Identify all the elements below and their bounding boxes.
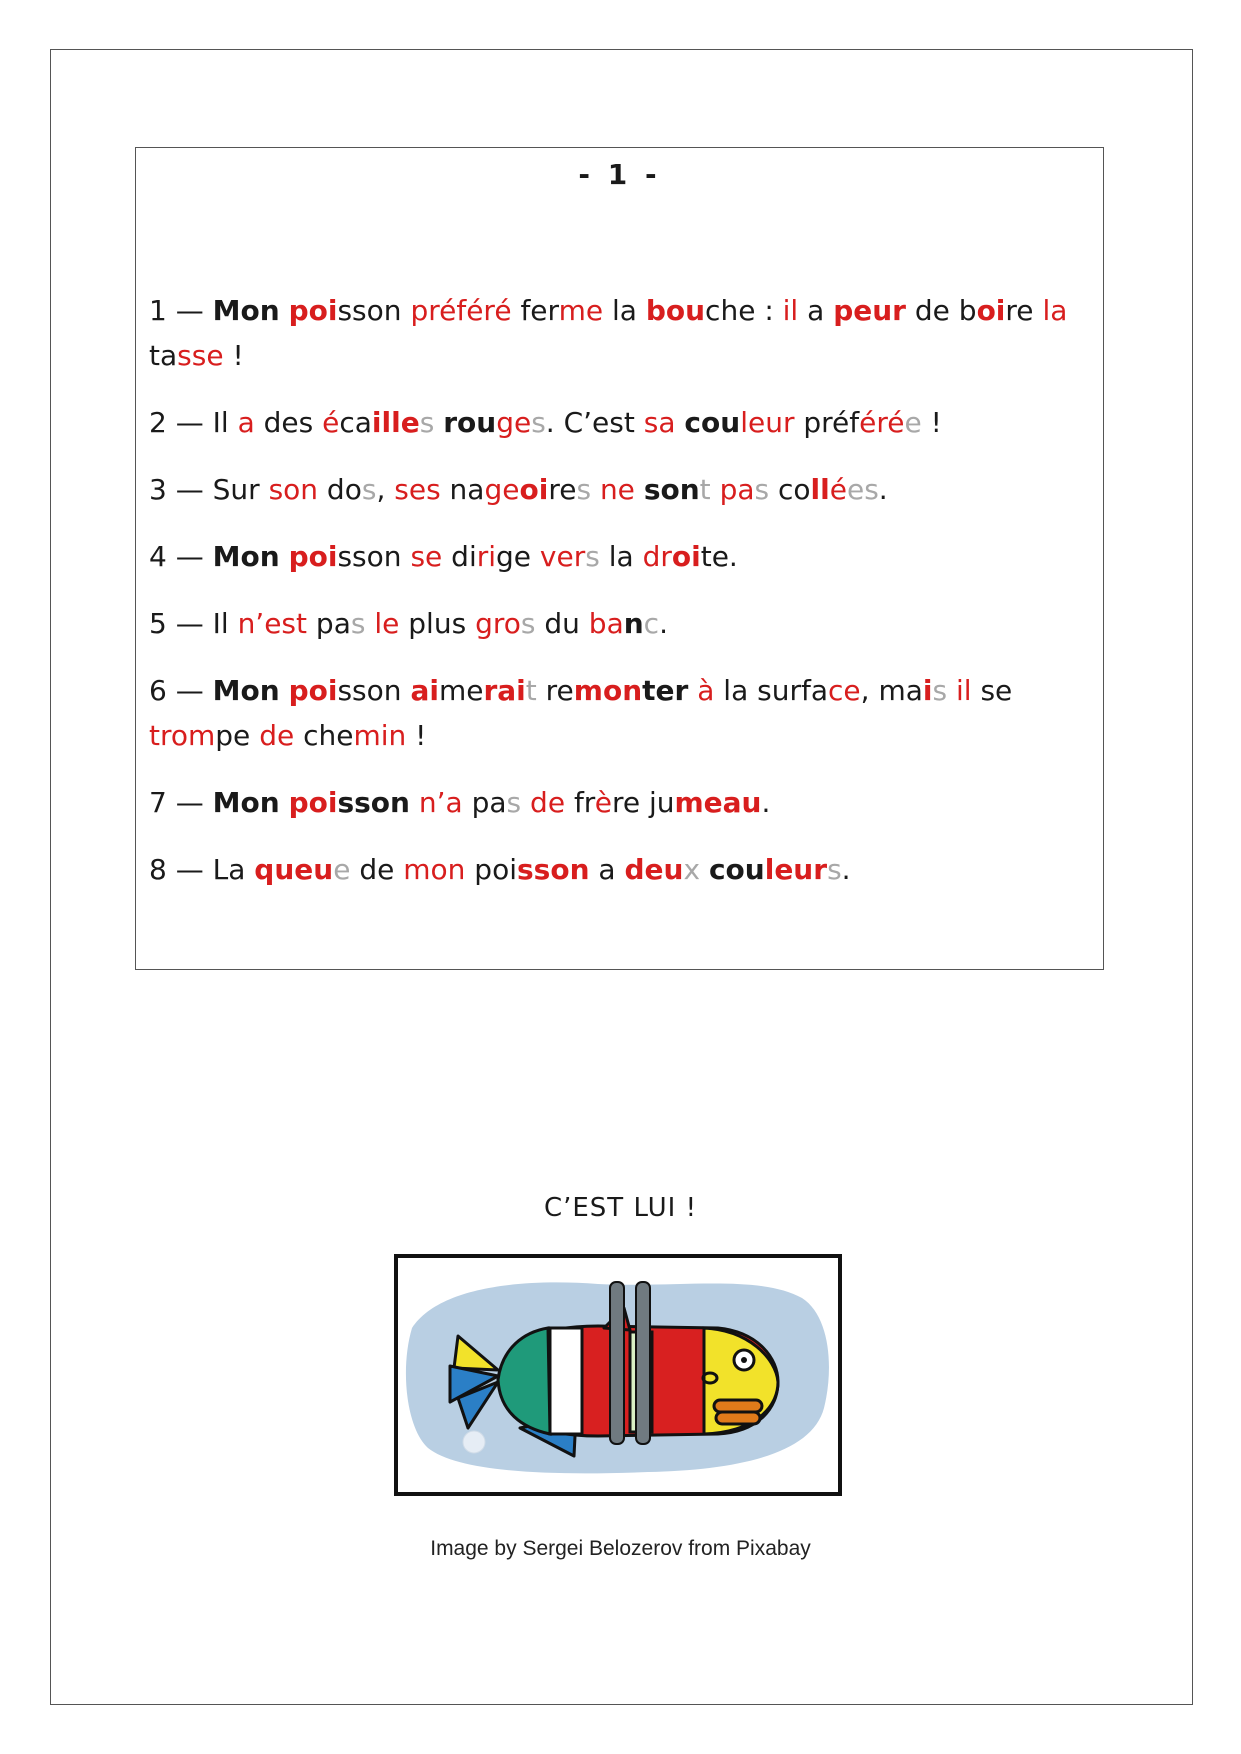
- sentence-segment: de: [905, 294, 959, 327]
- sentence-segment: [280, 294, 289, 327]
- sentence-segment: [521, 786, 530, 819]
- sentence-segment: la surfa: [714, 674, 829, 707]
- sentence-segment: Sur: [212, 473, 269, 506]
- sentence-segment: fr: [565, 786, 595, 819]
- sentence-segment: me: [438, 674, 484, 707]
- sentence-segment: ses: [394, 473, 441, 506]
- sentence-segment: du: [535, 607, 589, 640]
- sentence-segment: s: [350, 607, 366, 640]
- sentence-segment: min: [353, 719, 407, 752]
- sentence-8: [149, 847, 1079, 892]
- sentence-segment: 4 —: [149, 540, 213, 573]
- sentence-segment: s: [585, 540, 600, 573]
- sentence-6: [149, 668, 1079, 758]
- sentence-segment: le: [374, 607, 400, 640]
- sentence-segment: il: [955, 674, 972, 707]
- sentence-segment: peur: [833, 294, 906, 327]
- sentence-segment: s: [531, 406, 546, 439]
- sentence-segment: oi: [976, 294, 1006, 327]
- sentence-segment: [700, 853, 709, 886]
- sentence-segment: re: [536, 674, 574, 707]
- sentence-segment: 2 —: [149, 406, 213, 439]
- sentence-segment: te.: [700, 540, 738, 573]
- sentence-segment: ca: [339, 406, 372, 439]
- sentence-segment: mon: [403, 853, 466, 886]
- sentence-segment: [688, 674, 697, 707]
- sentence-segment: s: [754, 473, 770, 506]
- sentence-segment: ai: [410, 674, 439, 707]
- sentence-segment: Il: [212, 406, 238, 439]
- sentence-segment: e: [904, 406, 922, 439]
- sentence-segment: ce: [828, 674, 861, 707]
- sentence-segment: !: [223, 339, 244, 372]
- sentence-segment: s: [419, 406, 435, 439]
- sentence-1: [149, 288, 1079, 378]
- fish-illustration: [398, 1258, 838, 1492]
- fish-image: [394, 1254, 842, 1496]
- sentence-segment: leur: [764, 853, 828, 886]
- sentence-7: [149, 780, 1079, 825]
- sentence-segment: pré: [794, 406, 850, 439]
- sentence-segment: s: [506, 786, 522, 819]
- sentence-segment: x: [683, 853, 701, 886]
- sentence-segment: co: [769, 473, 811, 506]
- sentence-segment: 8 —: [149, 853, 213, 886]
- sentence-segment: s: [576, 473, 592, 506]
- sentence-segment: poi: [288, 540, 338, 573]
- sentence-segment: s: [932, 674, 948, 707]
- card-number: - 1 -: [578, 158, 661, 191]
- sentence-segment: es: [846, 473, 879, 506]
- sentence-segment: .: [659, 607, 668, 640]
- reading-card: [135, 147, 1104, 970]
- sentence-segment: [635, 473, 644, 506]
- sentence-4: [149, 534, 1079, 579]
- sentence-segment: de: [259, 719, 295, 752]
- sentence-segment: leur: [740, 406, 795, 439]
- sentence-segment: a: [589, 853, 625, 886]
- sentence-segment: n’est: [237, 607, 308, 640]
- sentence-segment: [947, 674, 956, 707]
- sentence-segment: il: [782, 294, 799, 327]
- sentence-segment: na: [440, 473, 485, 506]
- sentence-segment: pe: [215, 719, 251, 752]
- sentence-segment: re ju: [611, 786, 675, 819]
- sentence-segment: che: [294, 719, 354, 752]
- sentence-segment: ge: [496, 406, 532, 439]
- sentence-segment: f: [849, 406, 860, 439]
- sentence-segment: gro: [475, 607, 521, 640]
- sentence-segment: Il: [212, 607, 238, 640]
- sentence-segment: La: [212, 853, 255, 886]
- sentence-segment: poi: [288, 674, 338, 707]
- sentence-segment: [410, 786, 419, 819]
- sentence-segment: à: [697, 674, 715, 707]
- sentence-segment: poi: [288, 786, 338, 819]
- sentence-segment: [280, 674, 289, 707]
- sentence-segment: re: [548, 473, 577, 506]
- sentence-segment: s: [827, 853, 842, 886]
- sentence-segment: t: [699, 473, 711, 506]
- sentence-segment: deu: [624, 853, 684, 886]
- sentence-segment: queu: [254, 853, 334, 886]
- sentence-segment: , ma: [860, 674, 923, 707]
- sentence-segment: meau: [674, 786, 762, 819]
- sentence-segment: b: [958, 294, 977, 327]
- sentence-segment: poi: [288, 294, 338, 327]
- sentence-segment: fer: [511, 294, 559, 327]
- sentence-segment: rai: [483, 674, 526, 707]
- sentence-segment: la: [1042, 294, 1068, 327]
- sentence-segment: dr: [642, 540, 672, 573]
- sentence-segment: 3 —: [149, 473, 213, 506]
- sentence-segment: Mon: [212, 540, 280, 573]
- sentence-segment: sson: [337, 540, 402, 573]
- sentence-segment: ille: [371, 406, 420, 439]
- sentence-segment: a: [237, 406, 255, 439]
- sentence-segment: oi: [519, 473, 549, 506]
- sentence-segment: 5 —: [149, 607, 213, 640]
- sentence-segment: 1 —: [149, 294, 213, 327]
- sentence-segment: re: [1005, 294, 1043, 327]
- sentence-segment: sson: [337, 674, 402, 707]
- sentence-segment: [280, 786, 289, 819]
- sentence-segment: 6 —: [149, 674, 213, 707]
- sentence-segment: me: [558, 294, 604, 327]
- sentence-segment: .: [761, 786, 771, 819]
- sentence-segment: bou: [645, 294, 706, 327]
- sentence-segment: se: [971, 674, 1013, 707]
- sentence-segment: [250, 719, 259, 752]
- sentence-segment: c: [643, 607, 660, 640]
- sentence-segment: s: [361, 473, 377, 506]
- sentence-segment: che :: [705, 294, 783, 327]
- sentence-segment: ll: [810, 473, 830, 506]
- sentence-segment: é: [829, 473, 847, 506]
- sentence-segment: ri: [476, 540, 497, 573]
- sentence-segment: n: [623, 607, 644, 640]
- sentence-segment: de: [350, 853, 404, 886]
- sentence-segment: son: [643, 473, 700, 506]
- sentence-segment: [591, 473, 600, 506]
- sentence-segment: pa: [462, 786, 507, 819]
- sentence-segment: rou: [443, 406, 497, 439]
- sentence-segment: .: [841, 853, 851, 886]
- image-credit: Image by Sergei Belozerov from Pixabay: [430, 1537, 811, 1560]
- sentence-3: [149, 467, 1079, 512]
- sentence-segment: sa: [643, 406, 676, 439]
- sentence-segment: Mon: [212, 294, 280, 327]
- sentence-segment: t: [525, 674, 537, 707]
- sentence-segment: !: [406, 719, 427, 752]
- sentence-segment: sse: [177, 339, 224, 372]
- sentence-segment: cou: [684, 406, 741, 439]
- sentence-segment: i: [922, 674, 933, 707]
- sentence-segment: [711, 473, 720, 506]
- sentence-segment: Mon: [212, 786, 280, 819]
- sentence-segment: sson: [337, 294, 402, 327]
- sentence-segment: [434, 406, 443, 439]
- sentence-segment: sson: [517, 853, 590, 886]
- sentence-segment: ter: [642, 674, 689, 707]
- sentence-segment: ba: [588, 607, 624, 640]
- sentence-segment: di: [442, 540, 477, 573]
- sentence-segment: a: [798, 294, 834, 327]
- sentence-segment: ge: [496, 540, 540, 573]
- sentence-segment: pa: [719, 473, 755, 506]
- sentence-segment: [280, 540, 289, 573]
- sentence-segment: poi: [465, 853, 517, 886]
- sentence-segment: cou: [708, 853, 765, 886]
- sentence-segment: ,: [376, 473, 395, 506]
- sentence-segment: è: [594, 786, 612, 819]
- sentence-segment: la: [599, 540, 643, 573]
- sentence-segment: sson: [337, 786, 410, 819]
- sentence-segment: préféré: [410, 294, 512, 327]
- sentence-segment: oi: [671, 540, 701, 573]
- sentence-list: [149, 288, 1079, 914]
- sentence-segment: e: [333, 853, 351, 886]
- sentence-segment: ne: [599, 473, 635, 506]
- sentence-2: [149, 400, 1079, 445]
- sentence-segment: se: [410, 540, 443, 573]
- sentence-5: [149, 601, 1079, 646]
- sentence-segment: !: [921, 406, 942, 439]
- image-heading: C’EST LUI !: [543, 1193, 698, 1223]
- sentence-segment: ge: [484, 473, 520, 506]
- sentence-segment: son: [268, 473, 319, 506]
- sentence-segment: 7 —: [149, 786, 213, 819]
- sentence-segment: ta: [149, 339, 178, 372]
- sentence-segment: mon: [573, 674, 643, 707]
- sentence-segment: s: [520, 607, 536, 640]
- sentence-segment: do: [318, 473, 362, 506]
- sentence-segment: . C’est: [545, 406, 644, 439]
- sentence-segment: n’a: [418, 786, 463, 819]
- sentence-segment: Mon: [212, 674, 280, 707]
- sentence-segment: ver: [539, 540, 586, 573]
- sentence-segment: éré: [859, 406, 905, 439]
- sentence-segment: é: [322, 406, 340, 439]
- sentence-segment: .: [878, 473, 888, 506]
- sentence-segment: la: [603, 294, 646, 327]
- sentence-segment: trom: [149, 719, 216, 752]
- sentence-segment: pa: [307, 607, 351, 640]
- sentence-segment: de: [530, 786, 566, 819]
- sentence-segment: plus: [399, 607, 476, 640]
- sentence-segment: des: [254, 406, 323, 439]
